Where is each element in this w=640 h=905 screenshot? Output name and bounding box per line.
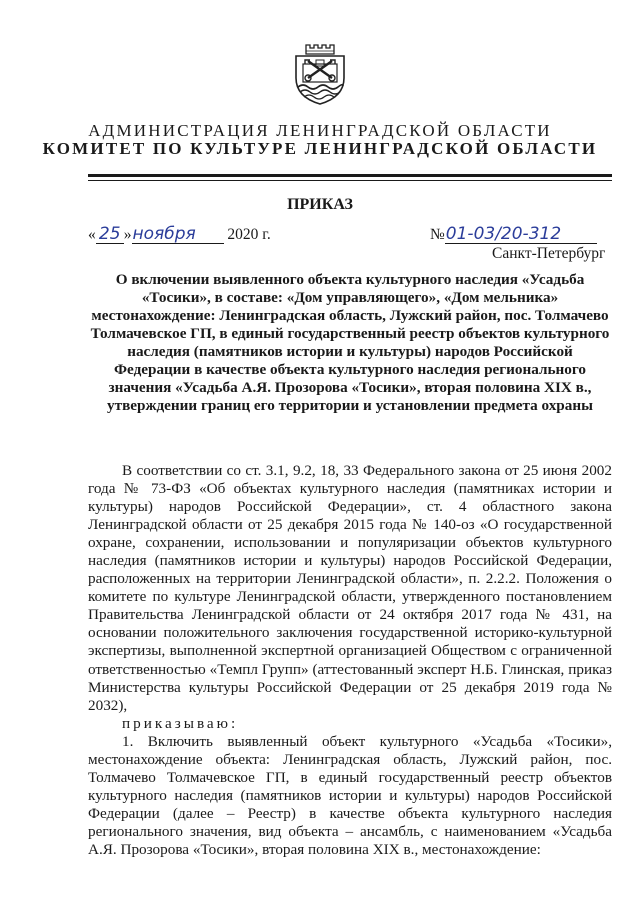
header-divider-thin xyxy=(88,180,612,181)
decree-line: приказываю: xyxy=(122,714,239,732)
order-number xyxy=(430,226,597,244)
order-body xyxy=(88,462,612,859)
date-open-quote: « xyxy=(88,226,96,243)
order-date xyxy=(88,226,271,244)
date-month: ноября xyxy=(132,226,224,244)
date-close-quote: » xyxy=(123,226,132,243)
item-1-paragraph: 1. Включить выявленный объект культурного «Усадьба «Тосики», местонахождение объекта: Ленинградская область, Лужский район, пос. Толмачево Толмачевское ГП, в единый государственный реестр объектов культурного наследия (памятников истории и культуры) народов Российской Федерации (далее – Реестр) в качестве объекта культурного наследия регионального значения, вид объекта – ансамбль, с наименованием «Усадьба А.Я. Прозорова «Тосики», вторая половина XIX в., местонахождение: xyxy=(88,732,612,858)
date-year: 2020 г. xyxy=(227,226,271,243)
order-number-value: 01-03/20-312 xyxy=(445,226,597,244)
coat-of-arms-icon xyxy=(290,40,350,106)
administration-heading: АДМИНИСТРАЦИЯ ЛЕНИНГРАДСКОЙ ОБЛАСТИ xyxy=(88,121,552,140)
order-city: Санкт-Петербург xyxy=(492,245,606,262)
number-prefix: № xyxy=(430,226,445,243)
preamble-paragraph: В соответствии со ст. 3.1, 9.2, 18, 33 Федерального закона от 25 июня 2002 года № 73-ФЗ «Об объектах культурного наследия (памятниках истории и культуры) народов Российской Федерации», ст. 4 областного закона Ленинградской области от 25 декабря 2015 года № 140-оз «О государственной охране, сохранении, использовании и популяризации объектов культурного наследия (памятников истории и культуры) народов Российской Федерации, расположенных на территории Ленинградской области», п. 2.2.2. Положения о комитете по культуре Ленинградской области, утвержденного постановлением Правительства Ленинградской области от 24 октября 2017 года № 431, на основании положительного заключения государственной историко-культурной экспертизы, выполненной экспертной организацией Обществом с ограниченной ответственностью «Темпл Групп» (аттестованный эксперт Н.Б. Глинская, приказ Министерства культуры Российской Федерации от 25 декабря 2019 года № 2032), xyxy=(88,462,612,714)
order-subject: О включении выявленного объекта культурного наследия «Усадьба «Тосики», в составе: «Дом управляющего», «Дом мельника» местонахождение: Ленинградская область, Лужский район, пос. Толмачево Толмачевское ГП, в единый государственный реестр объектов культурного наследия (памятников истории и культуры) народов Российской Федерации в качестве объекта культурного наследия регионального значения «Усадьба А.Я. Прозорова «Тосики», вторая половина XIX в., утверждении границ его территории и установлении предмета охраны xyxy=(90,271,610,415)
date-day: 25 xyxy=(96,226,124,244)
committee-heading: КОМИТЕТ ПО КУЛЬТУРЕ ЛЕНИНГРАДСКОЙ ОБЛАСТИ xyxy=(42,139,598,158)
header-divider-thick xyxy=(88,174,612,177)
order-title: ПРИКАЗ xyxy=(287,196,353,213)
